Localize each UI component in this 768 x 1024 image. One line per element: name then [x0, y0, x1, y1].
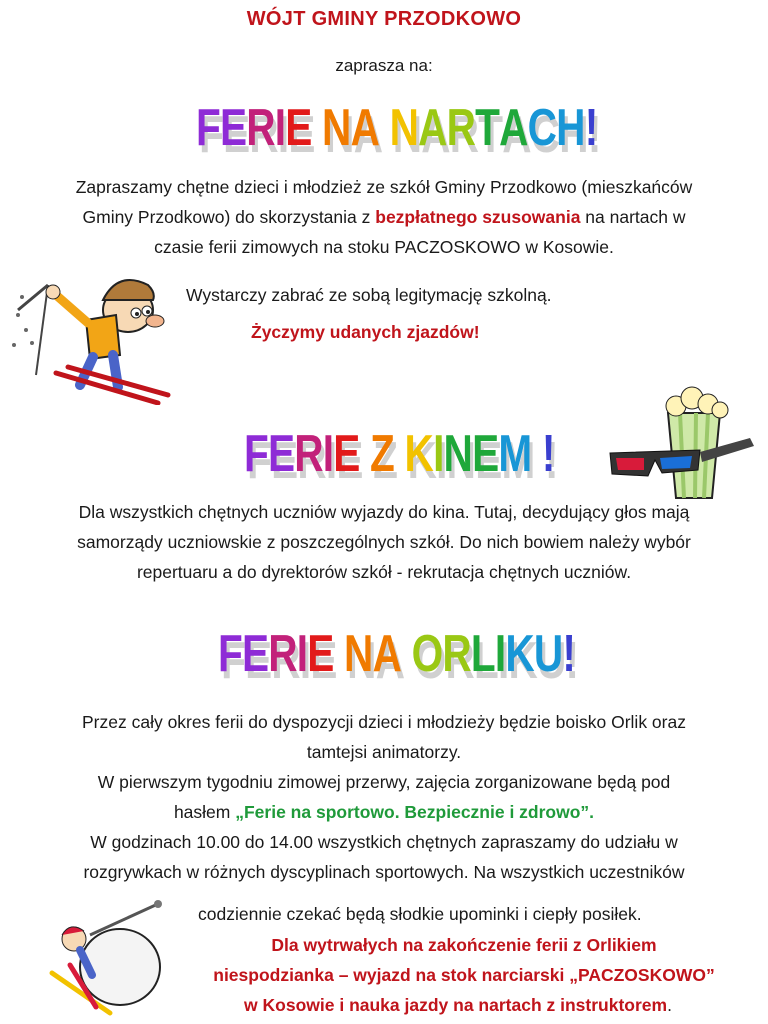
section1-line2: Gminy Przodkowo) do skorzystania z bezpłatnego szusowania na nartach w — [82, 207, 686, 227]
section3-red3: w Kosowie i nauka jazdy na nartach z instruktorem. — [244, 995, 672, 1015]
section2-text — [0, 497, 768, 587]
banner-ferie-na-nartach: FERIE NA NARTACH! — [196, 99, 598, 157]
snowball-skier-icon — [40, 895, 180, 1020]
section3-red2: niespodzianka – wyjazd na stok narciarski „PACZOSKOWO” — [213, 965, 715, 985]
section3-line1: Przez cały okres ferii do dyspozycji dzieci i młodzieży będzie boisko Orlik oraz — [82, 712, 686, 732]
section1-line3: czasie ferii zimowych na stoku PACZOSKOWO w Kosowie. — [154, 237, 614, 257]
banner-ferie-z-kinem: FERIE Z KINEM ! — [244, 425, 555, 483]
free-skiing-highlight: bezpłatnego szusowania — [375, 207, 581, 227]
section1-line4: Wystarczy zabrać ze sobą legitymację szkolną. — [186, 285, 552, 305]
section3-line5: W godzinach 10.00 do 14.00 wszystkich chętnych zapraszamy do udziału w — [90, 832, 678, 852]
section2-line3: repertuaru a do dyrektorów szkół - rekrutacja chętnych uczniów. — [136, 562, 632, 582]
section2-line1: Dla wszystkich chętnych uczniów wyjazdy do kina. Tutaj, decydujący głos mają — [78, 502, 690, 522]
section3-line6: rozgrywkach w różnych dyscyplinach sportowych. Na wszystkich uczestników — [83, 862, 685, 882]
section1-line1: Zapraszamy chętne dzieci i młodzież ze szkół Gminy Przodkowo (mieszkańców — [75, 177, 693, 197]
invite-text: zaprasza na: — [335, 56, 433, 75]
section3-line7: codziennie czekać będą słodkie upominki i ciepły posiłek. — [198, 904, 642, 924]
section3-line3: W pierwszym tygodniu zimowej przerwy, zajęcia zorganizowane będą pod — [97, 772, 671, 792]
banner-ferie-na-orliku: FERIE NA ORLIKU! — [218, 625, 576, 683]
section3-line4: hasłem „Ferie na sportowo. Bezpiecznie i zdrowo”. — [173, 802, 595, 822]
section1-wish: Życzymy udanych zjazdów! — [251, 322, 480, 342]
section3-line2: tamtejsi animatorzy. — [306, 742, 462, 762]
page-title: WÓJT GMINY PRZODKOWO — [246, 8, 522, 30]
section2-line2: samorządy uczniowskie z poszczególnych szkół. Do nich bowiem należy wybór — [77, 532, 691, 552]
skier-cartoon-icon — [8, 255, 178, 405]
slogan: „Ferie na sportowo. Bezpiecznie i zdrowo”. — [235, 802, 595, 822]
section3-text — [0, 707, 768, 887]
section3-red1: Dla wytrwałych na zakończenie ferii z Orlikiem — [271, 935, 657, 955]
section1-text — [0, 172, 768, 262]
